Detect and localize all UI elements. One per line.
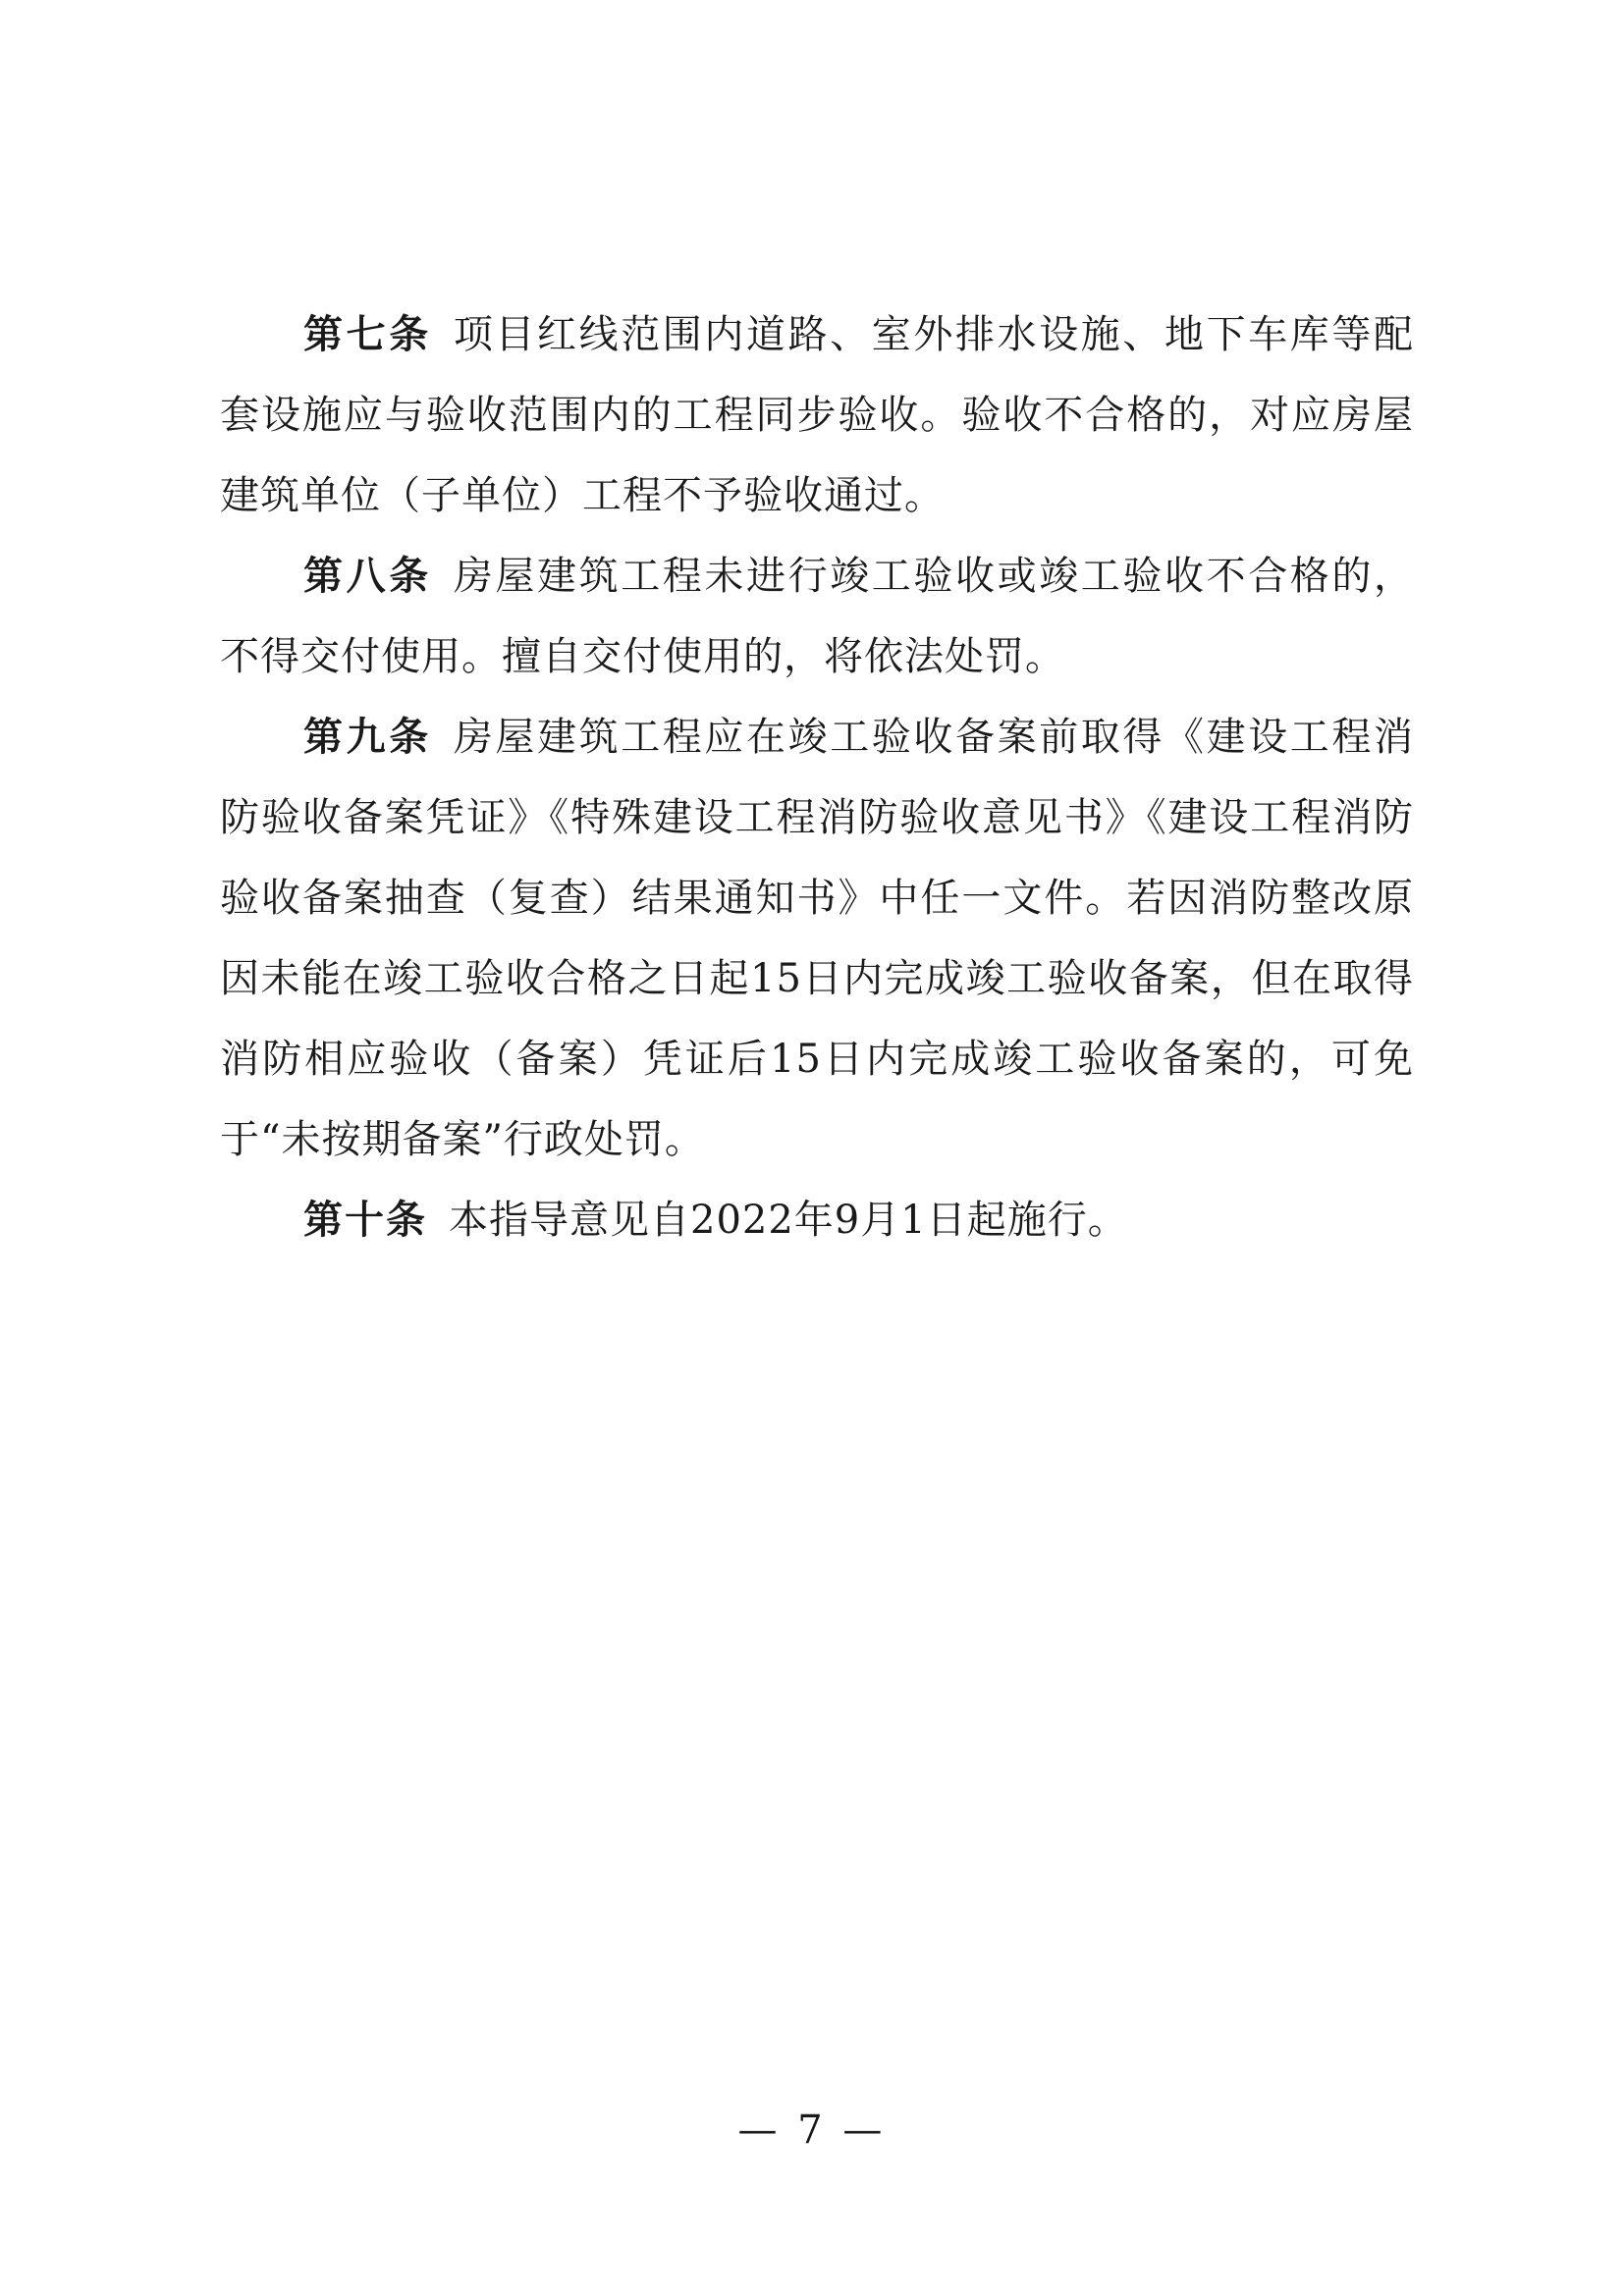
article-10	[220, 1180, 1414, 1260]
article-body: 项目红线范围内道路、室外排水设施、地下车库等配套设施应与验收范围内的工程同步验收。验收不合格的，对应房屋建筑单位（子单位）工程不予验收通过。	[220, 312, 1415, 518]
page-number: — 7 —	[737, 2108, 887, 2153]
article-body: 房屋建筑工程未进行竣工验收或竣工验收不合格的，不得交付使用。擅自交付使用的，将依法处罚。	[220, 554, 1415, 679]
article-8	[220, 536, 1414, 697]
article-7	[220, 294, 1414, 536]
article-body: 房屋建筑工程应在竣工验收备案前取得《建设工程消防验收备案凭证》《特殊建设工程消防验收意见书》《建设工程消防验收备案抽查（复查）结果通知书》中任一文件。若因消防整改原因未能在竣工验收合格之日起15日内完成竣工验收备案，但在取得消防相应验收（备案）凭证后15日内完成竣工验收备案的，可免于“未按期备案”行政处罚。	[220, 715, 1415, 1162]
article-body: 本指导意见自2022年9月1日起施行。	[449, 1198, 1128, 1243]
article-heading: 第十条	[303, 1198, 427, 1243]
article-heading: 第八条	[303, 554, 432, 599]
article-heading: 第九条	[303, 715, 432, 760]
article-heading: 第七条	[303, 312, 432, 357]
article-9	[220, 697, 1414, 1180]
